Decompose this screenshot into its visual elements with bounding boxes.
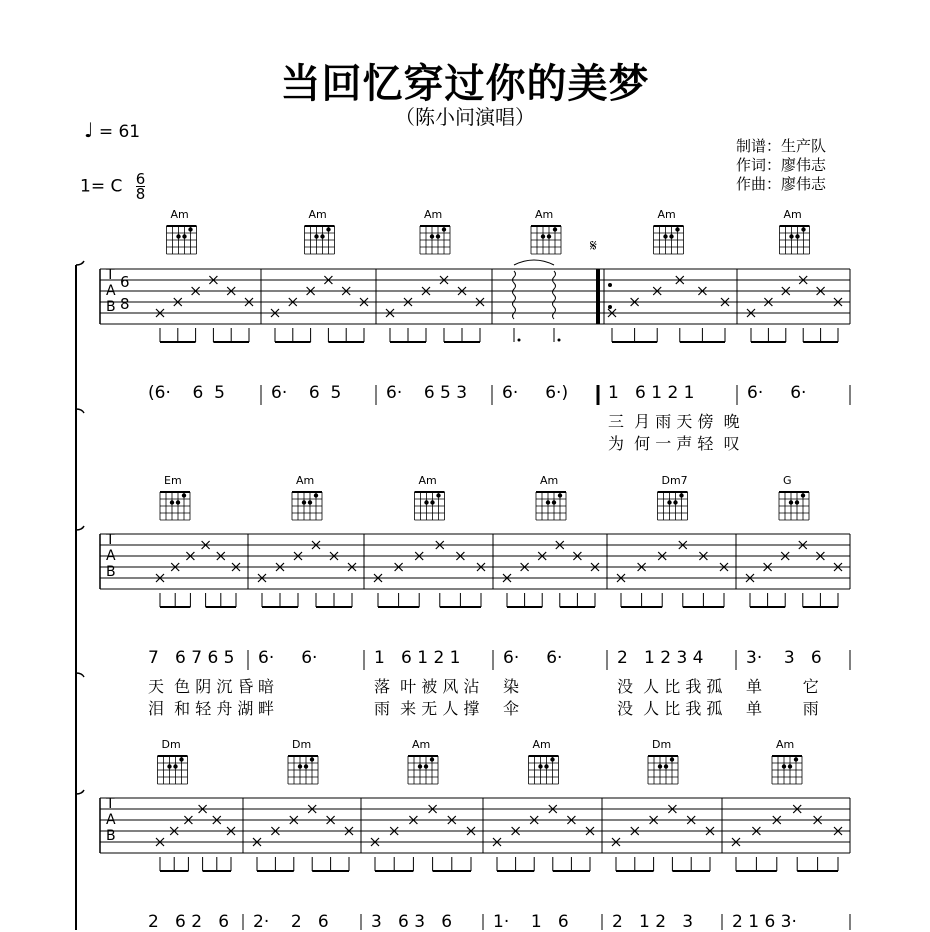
chord-finger-dot [553,227,557,231]
repeat-dot [608,283,612,287]
chord-finger-dot [782,764,786,768]
lyric-verse-2: 为 何 一 声 轻 叹 [608,434,740,453]
chord-finger-dot [308,500,312,504]
jianpu-measure: 2 1 2 3 4 [617,648,704,668]
chord-finger-dot [304,764,308,768]
lyric-verse-2: 单 雨 [746,699,819,718]
chord-finger-dot [664,764,668,768]
jianpu-measure: 7 6 7 6 5 [148,648,235,668]
time-signature-top: 6 [135,170,146,188]
chord-finger-dot [546,500,550,504]
chord-name: Dm [161,738,181,751]
arranger-credit: 制谱：生产队 [736,137,827,155]
tab-letter: B [106,299,116,315]
tempo-value: = 61 [93,122,141,142]
chord-finger-dot [424,764,428,768]
chord-name: G [783,474,792,487]
lyric-verse-1: 天 色 阴 沉 昏 [148,677,254,696]
chord-finger-dot [788,764,792,768]
repeat-dot [608,305,612,309]
jianpu-measure: 2 6 2 6 [148,912,230,932]
chord-name: Am [424,208,443,221]
chord-finger-dot [424,500,428,504]
arpeggio-wave [553,271,556,319]
chord-name: Am [783,208,802,221]
jianpu-measure: 6· 6·) [502,383,569,403]
chord-finger-dot [550,757,554,761]
tab-letter: A [106,812,116,828]
chord-finger-dot [670,757,674,761]
chord-name: Am [296,474,315,487]
chord-finger-dot [436,493,440,497]
tab-letter: B [106,564,116,580]
tab-time-top: 6 [120,273,130,291]
chord-finger-dot [188,227,192,231]
chord-finger-dot [801,493,805,497]
chord-finger-dot [176,234,180,238]
chord-name: Am [540,474,559,487]
chord-finger-dot [314,493,318,497]
chord-finger-dot [789,234,793,238]
bracket-hooks [76,261,84,794]
chord-finger-dot [558,493,562,497]
tab-time-bottom: 8 [120,295,130,313]
chord-name: Am [170,208,189,221]
chord-finger-dot [179,757,183,761]
chord-finger-dot [173,764,177,768]
chord-finger-dot [320,234,324,238]
chord-finger-dot [430,500,434,504]
segno-icon: 𝄋 [590,236,597,255]
lyric-verse-2: 雨 来 无 人 撑 [374,699,480,718]
chord-name: Dm [292,738,312,751]
jianpu-measure: 2 1 2 3 [612,912,694,932]
chord-finger-dot [795,234,799,238]
chord-finger-dot [442,227,446,231]
chord-finger-dot [326,227,330,231]
chord-name: Am [532,738,551,751]
tab-letter: T [106,532,115,548]
chord-name: Em [164,474,182,487]
lyric-verse-1: 没 人 比 我 孤 [617,677,723,696]
chord-finger-dot [436,234,440,238]
chord-finger-dot [794,757,798,761]
chord-finger-dot [170,500,174,504]
chord-name: Dm [652,738,672,751]
jianpu-measure: 6· 6 5 [271,383,342,403]
chord-finger-dot [552,500,556,504]
chord-finger-dot [669,234,673,238]
jianpu-measure: 2· 2 6 [253,912,329,932]
jianpu-measure: 2 1 6 3· [732,912,797,932]
chord-name: Am [308,208,327,221]
dot [558,339,561,342]
chord-finger-dot [176,500,180,504]
chord-finger-dot [544,764,548,768]
chord-finger-dot [658,764,662,768]
dot [518,339,521,342]
chord-finger-dot [675,227,679,231]
chord-finger-dot [667,500,671,504]
song-title: 当回忆穿过你的美梦 [280,61,650,107]
lyric-verse-1: 单 它 [746,677,819,696]
lyric-verse-1: 落 叶 被 风 沾 [374,677,480,696]
chord-finger-dot [298,764,302,768]
arpeggio-wave [513,271,516,319]
composer-credit: 作曲：廖伟志 [736,175,827,193]
chord-name: Am [418,474,437,487]
chord-finger-dot [547,234,551,238]
tab-letter: A [106,548,116,564]
tab-letter: T [106,267,115,283]
chord-finger-dot [430,234,434,238]
chord-finger-dot [538,764,542,768]
chord-finger-dot [302,500,306,504]
chord-finger-dot [789,500,793,504]
jianpu-measure: 6· 6 5 3 [386,383,468,403]
lyric-verse-1: 染 [503,677,520,696]
chord-name: Am [412,738,431,751]
song-subtitle: （陈小问演唱） [395,105,535,129]
jianpu-measure: 1 6 1 2 1 [374,648,461,668]
key-text: 1= C [80,176,123,197]
chord-finger-dot [182,234,186,238]
jianpu-measure: 1· 1 6 [493,912,569,932]
chord-name: Am [776,738,795,751]
chord-finger-dot [310,757,314,761]
tab-letter: B [106,828,116,844]
jianpu-measure: 6· 6· [258,648,318,668]
jianpu-measure: (6· 6 5 [148,383,225,403]
lyric-verse-2: 没 人 比 我 孤 [617,699,723,718]
chord-name: Am [657,208,676,221]
lyric-verse-2: 畔 [258,699,275,718]
tab-letter: T [106,796,115,812]
chord-finger-dot [795,500,799,504]
jianpu-measure: 6· 6· [747,383,807,403]
jianpu-measure: 6· 6· [503,648,563,668]
chord-finger-dot [314,234,318,238]
chord-finger-dot [430,757,434,761]
chord-finger-dot [167,764,171,768]
tab-letter: A [106,283,116,299]
lyric-verse-2: 伞 [503,699,520,718]
jianpu-measure: 1 6 1 2 1 [608,383,695,403]
lyric-verse-2: 泪 和 轻 舟 湖 [148,699,254,718]
chord-finger-dot [801,227,805,231]
chord-finger-dot [418,764,422,768]
time-signature-bottom: 8 [135,185,146,203]
tie-arc [514,260,554,265]
chord-name: Dm7 [661,474,688,487]
chord-name: Am [535,208,554,221]
chord-finger-dot [182,493,186,497]
chord-finger-dot [541,234,545,238]
jianpu-measure: 3· 3 6 [746,648,822,668]
jianpu-measure: 3 6 3 6 [371,912,453,932]
lyric-verse-1: 暗 [258,677,275,696]
lyric-verse-1: 三 月 雨 天 傍 晚 [608,412,740,431]
chord-finger-dot [663,234,667,238]
dotted-quarter-note-icon: ♩ [84,118,94,142]
chord-finger-dot [679,493,683,497]
chord-finger-dot [673,500,677,504]
lyricist-credit: 作词：廖伟志 [736,156,827,174]
